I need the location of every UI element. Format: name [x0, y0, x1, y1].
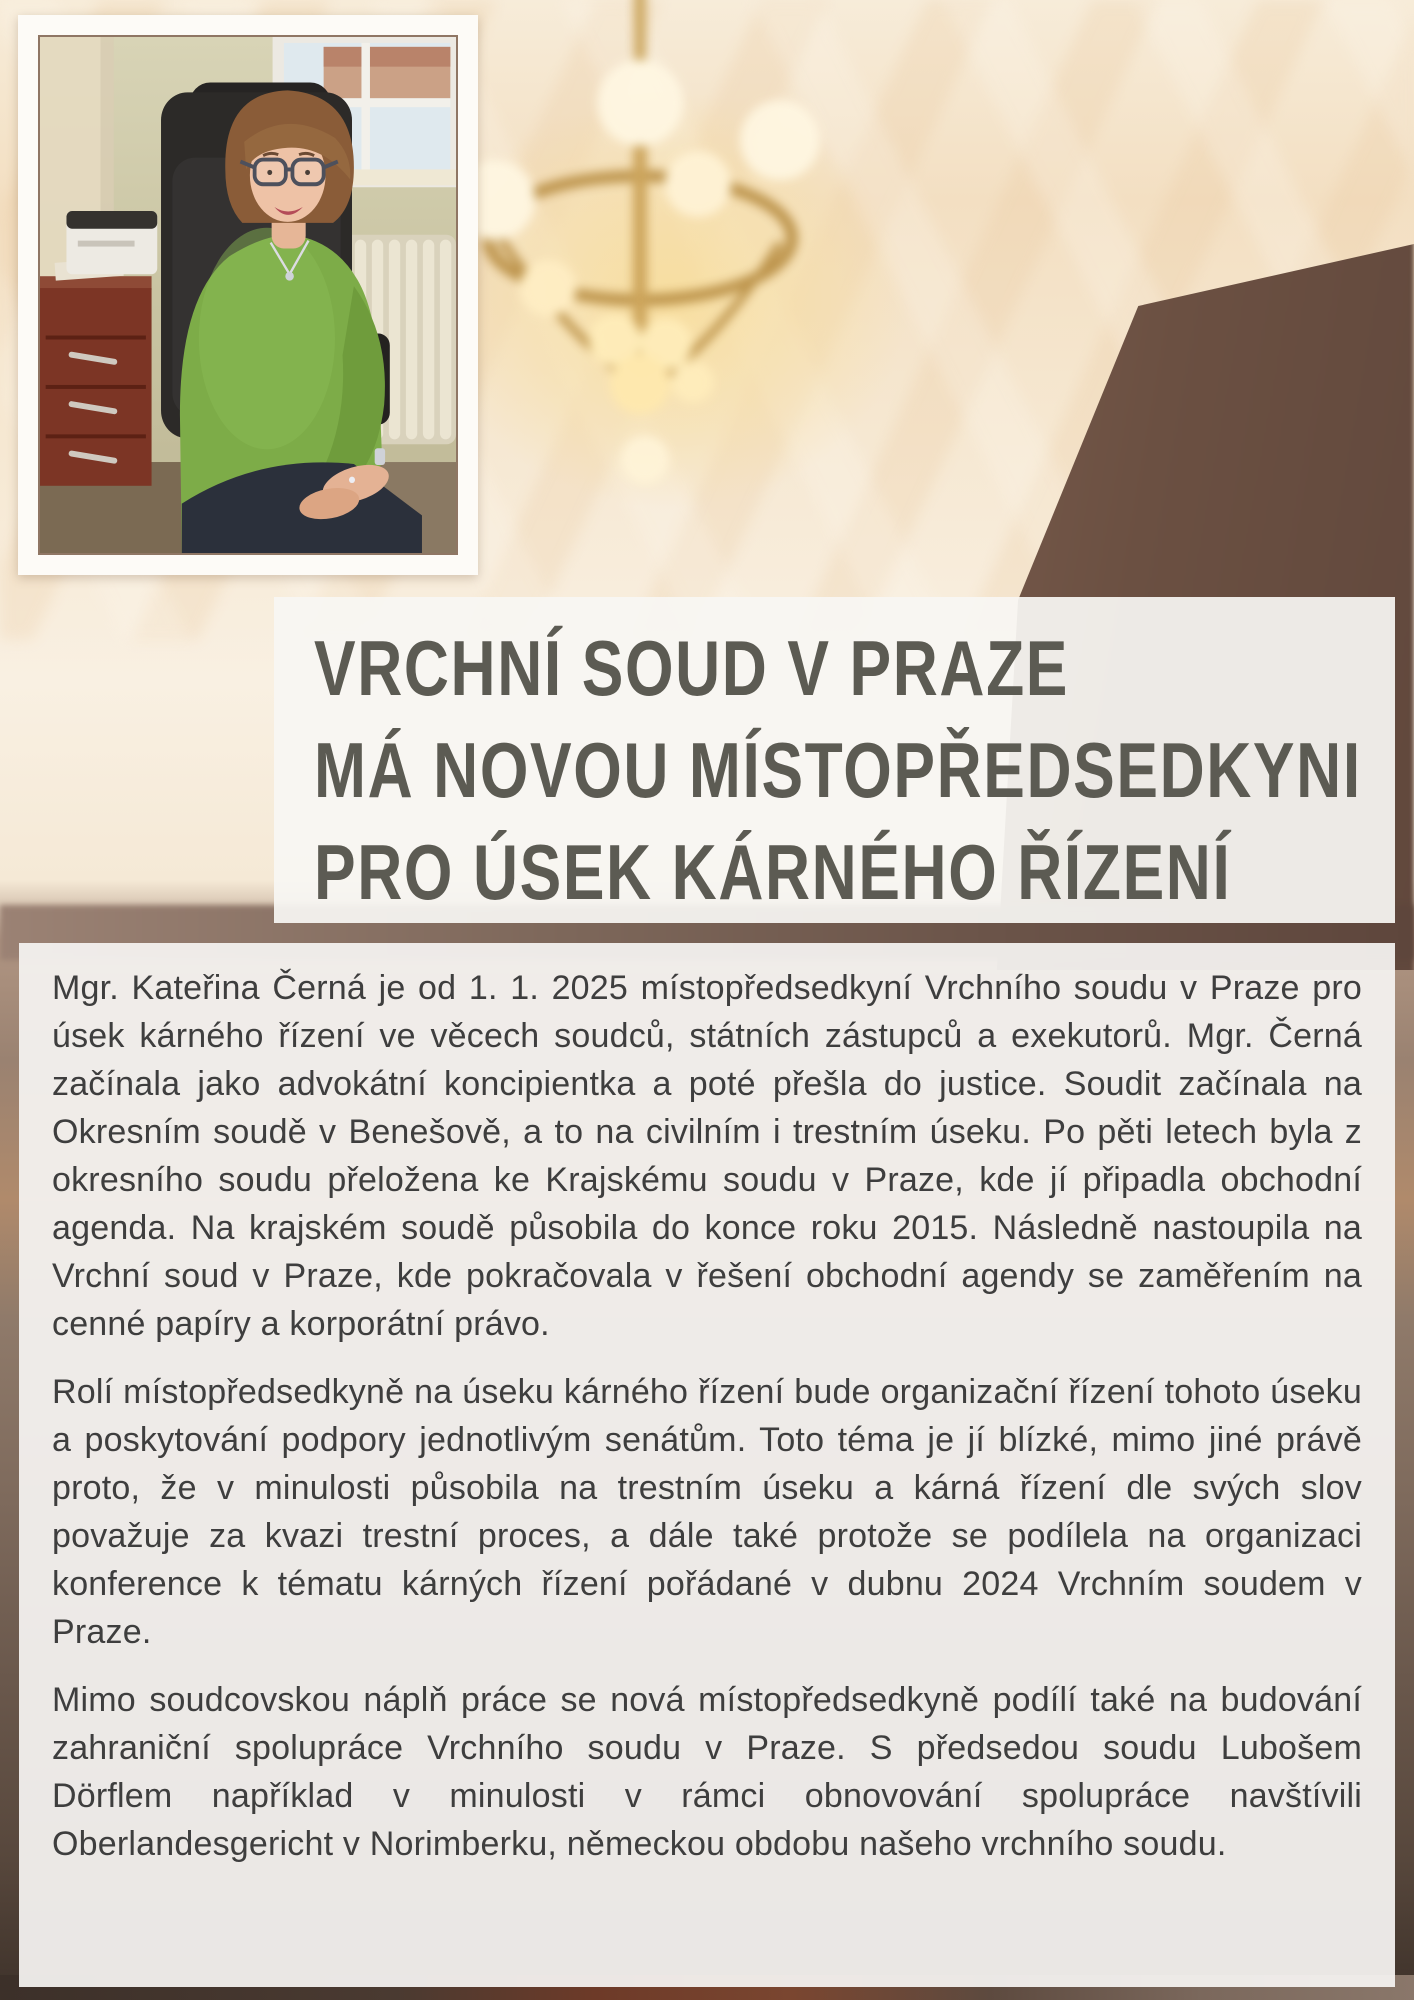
- headline-panel: [274, 597, 1395, 923]
- portrait-photo-frame: [18, 15, 478, 575]
- paragraph: Mimo soudcovskou náplň práce se nová místopředsedkyně podílí také na budování zahraniční spolupráce Vrchního soudu v Praze. S předsedou soudu Lubošem Dörflem například v minulosti v rámci obnovování spolupráce navštívili Oberlandesgericht v Norimberku, německou obdobu našeho vrchního soudu.: [52, 1681, 1362, 1863]
- page-title: [314, 617, 1395, 923]
- portrait-photo: [38, 35, 458, 555]
- headline-line: MÁ NOVOU MÍSTOPŘEDSEDKYNI: [314, 726, 1362, 814]
- paragraph: Rolí místopředsedkyně na úseku kárného řízení bude organizační řízení tohoto úseku a poskytování podpory jednotlivým senátům. Toto téma je jí blízké, mimo jiné právě proto, že v minulosti působila na trestním úseku a kárná řízení dle svých slov považuje za kvazi trestní proces, a dále také protože se podílela na organizaci konference k tématu kárných řízení pořádané v dubnu 2024 Vrchním soudem v Praze.: [52, 1373, 1362, 1651]
- wooden-cabinet: [40, 258, 152, 486]
- headline-line: VRCHNÍ SOUD V PRAZE: [314, 624, 1070, 712]
- desk-machine: [66, 211, 157, 274]
- headline-line: PRO ÚSEK KÁRNÉHO ŘÍZENÍ: [314, 828, 1232, 916]
- paragraph: Mgr. Kateřina Černá je od 1. 1. 2025 místopředsedkyní Vrchního soudu v Praze pro úsek kárného řízení ve věcech soudců, státních zástupců a exekutorů. Mgr. Černá začínala jako advokátní koncipientka a poté přešla do justice. Soudit začínala na Okresním soudě v Benešově, a to na civilním i trestním úseku. Po pěti letech byla z okresního soudu přeložena ke Krajskému soudu v Praze, kde jí připadla obchodní agenda. Na krajském soudě působila do konce roku 2015. Následně nastoupila na Vrchní soud v Praze, kde pokračovala v řešení obchodní agendy se zaměřením na cenné papíry a korporátní právo.: [52, 969, 1362, 1343]
- watch: [375, 448, 385, 465]
- chandelier-icon: [440, 0, 840, 498]
- article-panel: [19, 943, 1395, 1987]
